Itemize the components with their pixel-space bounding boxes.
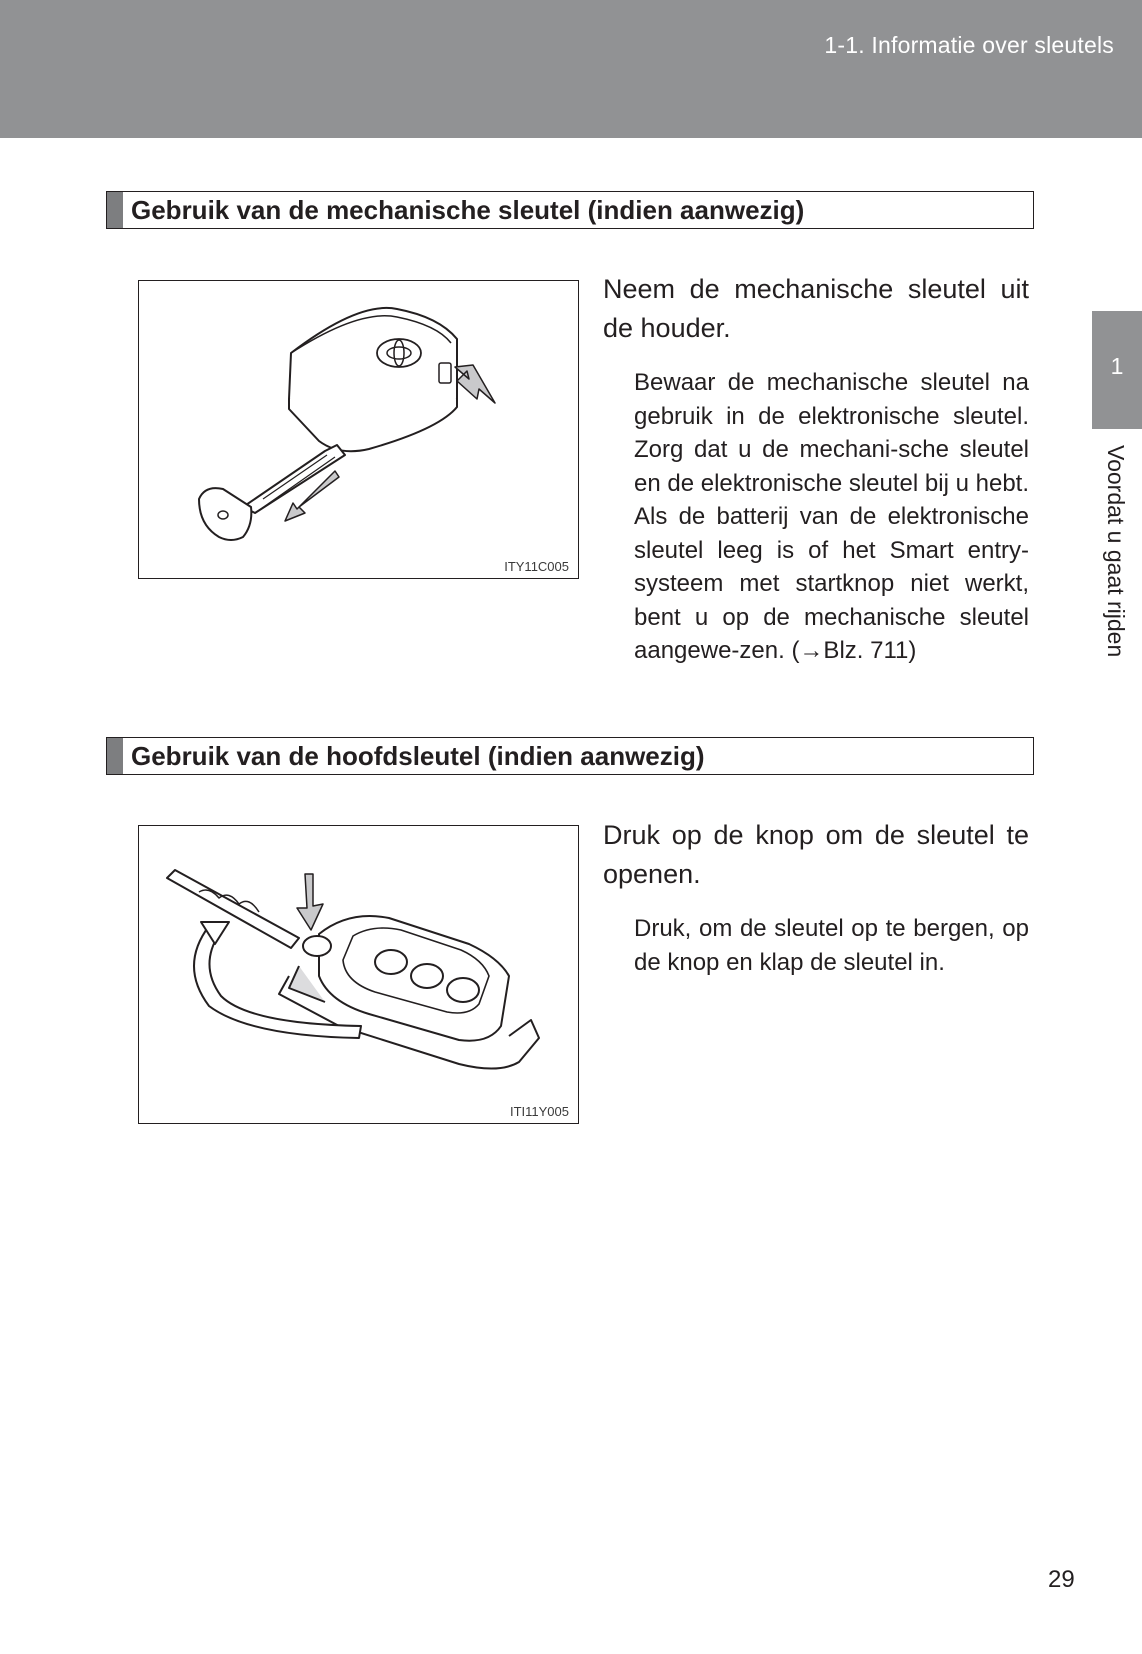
section-heading-text: Gebruik van de mechanische sleutel (indien aanwezig) (131, 195, 805, 225)
instruction-note: Bewaar de mechanische sleutel na gebruik in de elektronische sleutel. Zorg dat u de mechani-sche sleutel en de elektronische sleutel bij u hebt. Als de batterij van de elektronische sleutel leeg is of het Smart entry-systeem met startknop niet werkt, bent u op de mechanische sleutel aangewe-zen. (→Blz. 711) (634, 369, 1029, 664)
instruction-note: Druk, om de sleutel op te bergen, op de knop en klap de sleutel in. (634, 915, 1029, 976)
section-heading-master-key (106, 737, 1034, 775)
figure-master-key (138, 825, 579, 1124)
smart-key-illustration (139, 281, 578, 578)
heading-bar (107, 738, 123, 774)
chapter-label: Voordat u gaat rijden (1103, 445, 1129, 658)
instruction-lead: Neem de mechanische sleutel uit de houder. (603, 274, 1029, 343)
page-number: 29 (1048, 1566, 1075, 1593)
heading-bar (107, 192, 123, 228)
figure-code: ITI11Y005 (509, 1104, 569, 1119)
instruction-lead: Druk op de knop om de sleutel te openen. (603, 820, 1029, 889)
header-band (0, 0, 1142, 138)
chapter-tab (1092, 311, 1142, 429)
chapter-number: 1 (1110, 353, 1124, 379)
header-title: 1-1. Informatie over sleutels (824, 32, 1114, 58)
flip-key-illustration (139, 826, 578, 1123)
section-heading-text: Gebruik van de hoofdsleutel (indien aanwezig) (131, 741, 705, 771)
figure-mechanical-key (138, 280, 579, 579)
section-heading-mechanical-key (106, 191, 1034, 229)
figure-code: ITY11C005 (504, 559, 569, 574)
